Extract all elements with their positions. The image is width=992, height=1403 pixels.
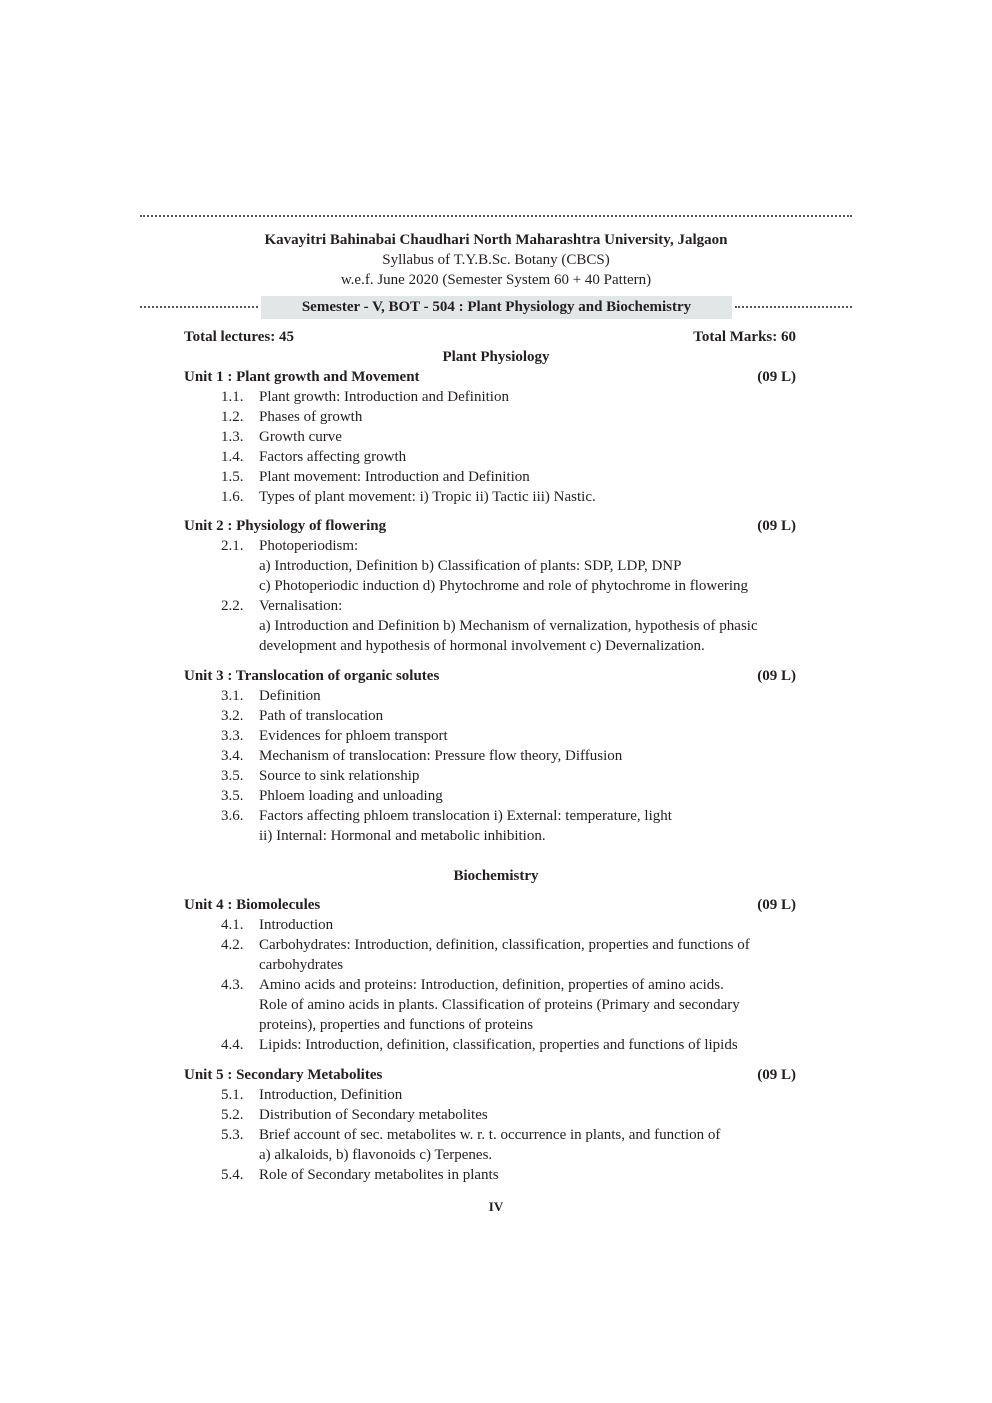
syllabus-title: Syllabus of T.Y.B.Sc. Botany (CBCS) <box>382 252 610 268</box>
page-number: IV <box>488 1199 504 1214</box>
item-number: 5.1. <box>221 1087 244 1103</box>
item-text: Photoperiodism: <box>259 538 359 554</box>
unit-hours: (09 L) <box>757 1067 796 1083</box>
unit-title: Unit 1 : Plant growth and Movement <box>184 369 420 385</box>
item-text: Role of amino acids in plants. Classification of proteins (Primary and secondary <box>259 997 740 1013</box>
item-number: 1.5. <box>221 469 244 485</box>
item-text: Introduction, Definition <box>259 1087 403 1103</box>
item-text: a) Introduction and Definition b) Mechanism of vernalization, hypothesis of phasic <box>259 618 758 634</box>
semester-banner: Semester - V, BOT - 504 : Plant Physiology and Biochemistry <box>261 296 732 319</box>
item-text: Lipids: Introduction, definition, classification, properties and functions of lipids <box>259 1037 738 1053</box>
unit-title: Unit 2 : Physiology of flowering <box>184 518 387 534</box>
item-number: 1.4. <box>221 449 244 465</box>
item-text: development and hypothesis of hormonal involvement c) Devernalization. <box>259 638 705 654</box>
item-number: 3.5. <box>221 788 244 804</box>
item-number: 4.2. <box>221 937 244 953</box>
item-number: 4.3. <box>221 977 244 993</box>
item-number: 3.4. <box>221 748 244 764</box>
item-number: 1.6. <box>221 489 244 505</box>
item-text: Factors affecting phloem translocation i) External: temperature, light <box>259 808 672 824</box>
item-text: Path of translocation <box>259 708 384 724</box>
item-number: 3.5. <box>221 768 244 784</box>
item-text: Role of Secondary metabolites in plants <box>259 1167 499 1183</box>
item-text: Phases of growth <box>259 409 363 425</box>
item-number: 4.1. <box>221 917 244 933</box>
item-text: ii) Internal: Hormonal and metabolic inhibition. <box>259 828 546 844</box>
unit-hours: (09 L) <box>757 518 796 534</box>
top-dotted-rule <box>140 215 852 217</box>
item-number: 4.4. <box>221 1037 244 1053</box>
item-text: a) Introduction, Definition b) Classification of plants: SDP, LDP, DNP <box>259 558 682 574</box>
right-dotted-rule <box>735 306 852 308</box>
section-heading-biochemistry: Biochemistry <box>453 868 539 884</box>
item-text: Definition <box>259 688 321 704</box>
item-number: 5.2. <box>221 1107 244 1123</box>
item-text: Brief account of sec. metabolites w. r. t. occurrence in plants, and function of <box>259 1127 721 1143</box>
item-text: Evidences for phloem transport <box>259 728 448 744</box>
item-text: Plant growth: Introduction and Definition <box>259 389 509 405</box>
item-number: 1.2. <box>221 409 244 425</box>
total-marks: Total Marks: 60 <box>693 329 796 345</box>
item-text: Mechanism of translocation: Pressure flow theory, Diffusion <box>259 748 623 764</box>
item-text: Factors affecting growth <box>259 449 407 465</box>
item-number: 2.2. <box>221 598 244 614</box>
item-text: Amino acids and proteins: Introduction, definition, properties of amino acids. <box>259 977 724 993</box>
item-number: 3.3. <box>221 728 244 744</box>
unit-title: Unit 4 : Biomolecules <box>184 897 321 913</box>
item-number: 2.1. <box>221 538 244 554</box>
item-text: Phloem loading and unloading <box>259 788 443 804</box>
item-text: Carbohydrates: Introduction, definition, classification, properties and functions of <box>259 937 750 953</box>
item-text: c) Photoperiodic induction d) Phytochrome and role of phytochrome in flowering <box>259 578 749 594</box>
item-text: a) alkaloids, b) flavonoids c) Terpenes. <box>259 1147 493 1163</box>
unit-hours: (09 L) <box>757 668 796 684</box>
item-text: Source to sink relationship <box>259 768 420 784</box>
item-text: proteins), properties and functions of proteins <box>259 1017 534 1033</box>
item-number: 3.6. <box>221 808 244 824</box>
unit-hours: (09 L) <box>757 897 796 913</box>
total-lectures: Total lectures: 45 <box>184 329 294 345</box>
item-number: 1.3. <box>221 429 244 445</box>
item-number: 5.4. <box>221 1167 244 1183</box>
item-text: Plant movement: Introduction and Definition <box>259 469 530 485</box>
section-heading-physiology: Plant Physiology <box>442 349 550 365</box>
item-text: Growth curve <box>259 429 342 445</box>
item-number: 1.1. <box>221 389 244 405</box>
left-dotted-rule <box>140 306 258 308</box>
item-text: carbohydrates <box>259 957 344 973</box>
item-number: 5.3. <box>221 1127 244 1143</box>
unit-hours: (09 L) <box>757 369 796 385</box>
item-text: Types of plant movement: i) Tropic ii) Tactic iii) Nastic. <box>259 489 596 505</box>
unit-title: Unit 5 : Secondary Metabolites <box>184 1067 383 1083</box>
university-name: Kavayitri Bahinabai Chaudhari North Maharashtra University, Jalgaon <box>264 232 728 248</box>
item-number: 3.2. <box>221 708 244 724</box>
item-text: Distribution of Secondary metabolites <box>259 1107 488 1123</box>
item-text: Introduction <box>259 917 334 933</box>
unit-title: Unit 3 : Translocation of organic solutes <box>184 668 440 684</box>
effective-date: w.e.f. June 2020 (Semester System 60 + 40 Pattern) <box>340 272 652 288</box>
item-number: 3.1. <box>221 688 244 704</box>
item-text: Vernalisation: <box>259 598 343 614</box>
